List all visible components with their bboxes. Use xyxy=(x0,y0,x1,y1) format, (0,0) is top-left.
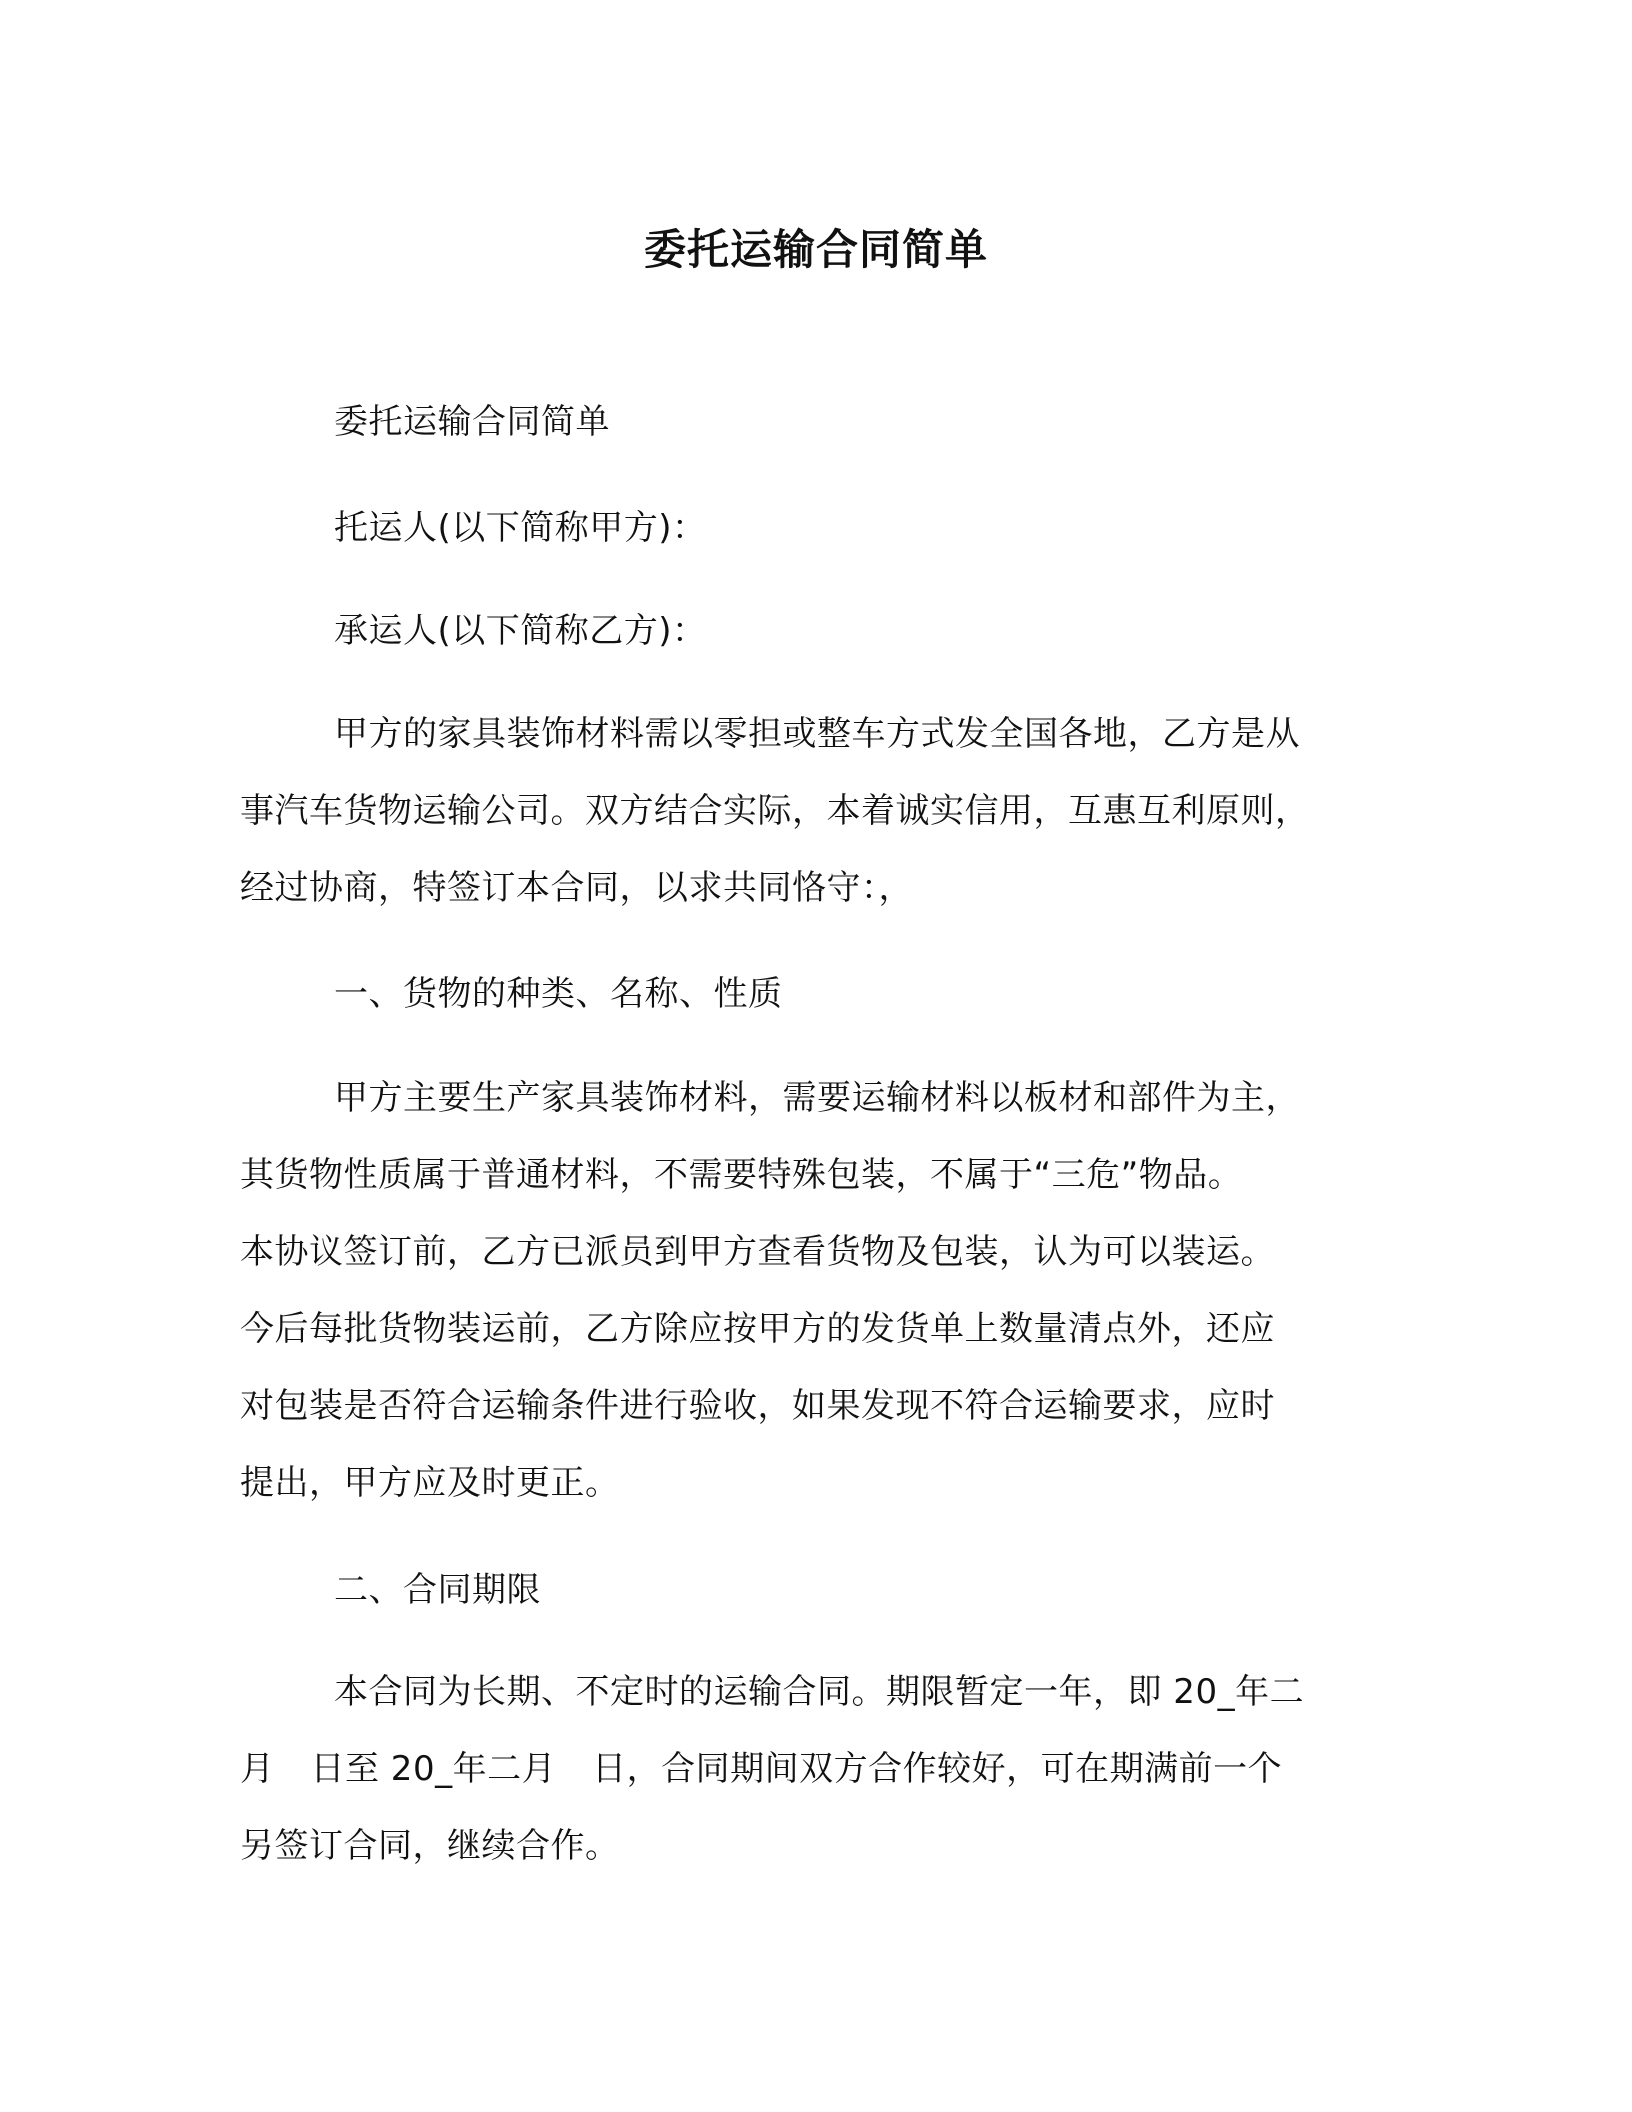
section1-line-4: 今后每批货物装运前，乙方除应按甲方的发货单上数量清点外，还应 xyxy=(240,1309,1275,1349)
document-title: 委托运输合同简单 xyxy=(643,225,988,274)
consignor-line xyxy=(240,490,1380,567)
section2-line-2 xyxy=(240,1731,1380,1808)
section1-heading xyxy=(240,956,1380,1033)
carrier-line xyxy=(240,593,1380,670)
section2-heading-text: 二、合同期限 xyxy=(334,1570,541,1610)
section1-line-2: 其货物性质属于普通材料，不需要特殊包装，不属于“三危”物品。 xyxy=(240,1155,1243,1195)
consignor-text: 托运人(以下简称甲方)： xyxy=(334,508,707,548)
section1-line-1: 甲方主要生产家具装饰材料，需要运输材料以板材和部件为主， xyxy=(334,1078,1300,1118)
heading-repeat-text: 委托运输合同简单 xyxy=(334,402,610,442)
intro-line-1: 甲方的家具装饰材料需以零担或整车方式发全国各地，乙方是从 xyxy=(334,714,1300,754)
section1-paragraph xyxy=(240,1060,1380,1522)
intro-line-2: 事汽车货物运输公司。双方结合实际，本着诚实信用，互惠互利原则， xyxy=(240,791,1310,831)
section2-line-2b: 日至 20_年二月 xyxy=(310,1749,557,1789)
intro-paragraph xyxy=(240,696,1380,927)
section2-line-3: 另签订合同，继续合作。 xyxy=(240,1826,620,1866)
section2-heading xyxy=(240,1552,1380,1629)
section2-line-2a: 月 xyxy=(240,1749,275,1789)
heading-repeat xyxy=(240,384,1380,461)
section2-line-1: 本合同为长期、不定时的运输合同。期限暂定一年，即 20_年二 xyxy=(334,1672,1305,1712)
section1-line-3: 本协议签订前，乙方已派员到甲方查看货物及包装，认为可以装运。 xyxy=(240,1232,1275,1272)
section1-line-6: 提出，甲方应及时更正。 xyxy=(240,1463,620,1503)
section1-heading-text: 一、货物的种类、名称、性质 xyxy=(334,974,783,1014)
intro-line-3: 经过协商，特签订本合同，以求共同恪守：， xyxy=(240,868,913,908)
carrier-text: 承运人(以下简称乙方)： xyxy=(334,611,707,651)
section1-line-5: 对包装是否符合运输条件进行验收，如果发现不符合运输要求，应时 xyxy=(240,1386,1275,1426)
section2-paragraph xyxy=(240,1654,1380,1885)
section2-line-2c: 日，合同期间双方合作较好，可在期满前一个 xyxy=(592,1749,1283,1789)
